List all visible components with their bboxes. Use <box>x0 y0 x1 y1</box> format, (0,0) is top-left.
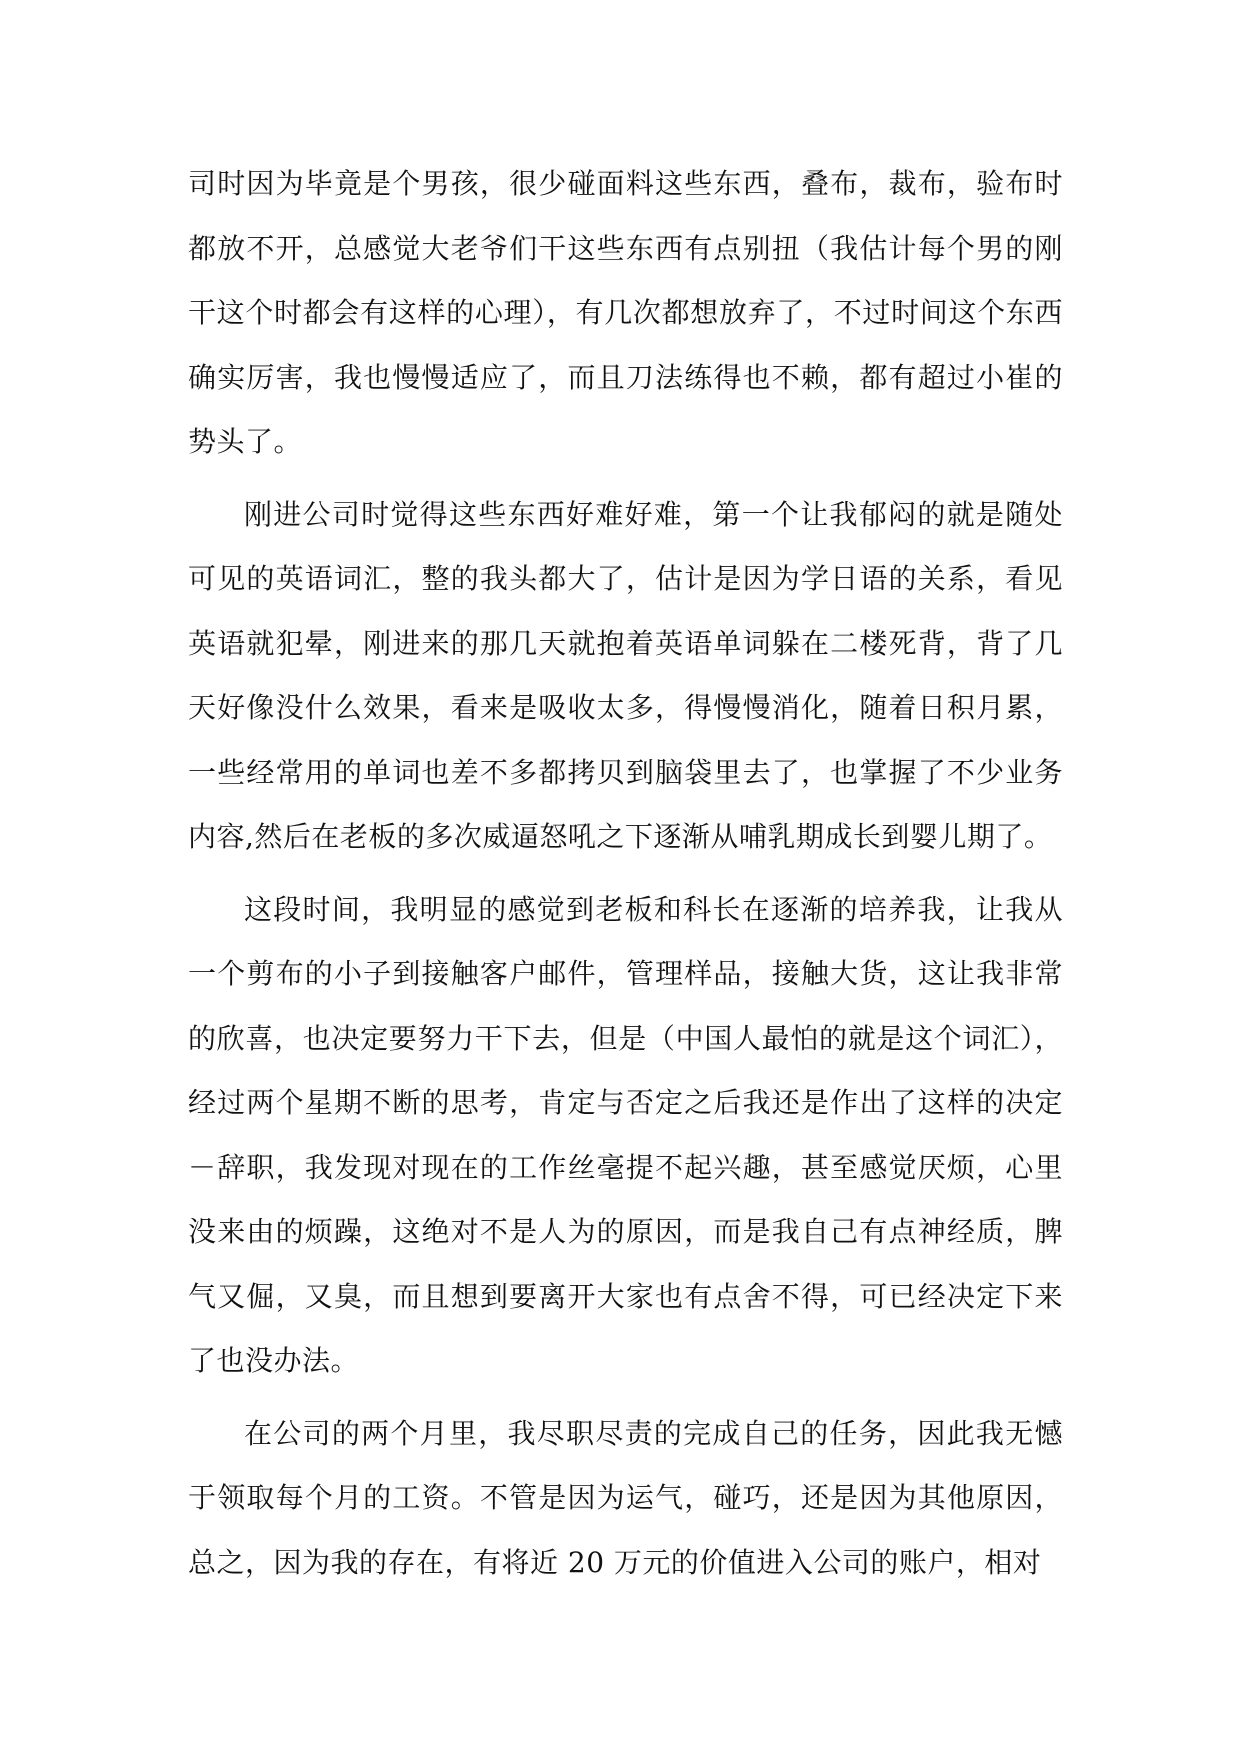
document-body <box>188 152 1063 1603</box>
paragraph-continuation: 司时因为毕竟是个男孩，很少碰面料这些东西，叠布，裁布，验布时都放不开，总感觉大老爷们干这些东西有点别扭（我估计每个男的刚干这个时都会有这样的心理），有几次都想放弃了，不过时间这个东西确实厉害，我也慢慢适应了，而且刀法练得也不赖，都有超过小崔的势头了。 <box>188 167 1063 458</box>
paragraph: 这段时间，我明显的感觉到老板和科长在逐渐的培养我，让我从一个剪布的小子到接触客户邮件，管理样品，接触大货，这让我非常的欣喜，也决定要努力干下去，但是（中国人最怕的就是这个词汇），经过两个星期不断的思考，肯定与否定之后我还是作出了这样的决定－辞职，我发现对现在的工作丝毫提不起兴趣，甚至感觉厌烦，心里没来由的烦躁，这绝对不是人为的原因，而是我自己有点神经质，脾气又倔，又臭，而且想到要离开大家也有点舍不得，可已经决定下来了也没办法。 <box>188 892 1063 1377</box>
paragraph: 在公司的两个月里，我尽职尽责的完成自己的任务，因此我无憾于领取每个月的工资。不管是因为运气，碰巧，还是因为其他原因，总之，因为我的存在，有将近 20 万元的价值进入公司的账户，相对 <box>188 1416 1063 1579</box>
paragraph: 刚进公司时觉得这些东西好难好难，第一个让我郁闷的就是随处可见的英语词汇，整的我头都大了，估计是因为学日语的关系，看见英语就犯晕，刚进来的那几天就抱着英语单词躲在二楼死背，背了几天好像没什么效果，看来是吸收太多，得慢慢消化，随着日积月累，一些经常用的单词也差不多都拷贝到脑袋里去了，也掌握了不少业务内容,然后在老板的多次威逼怒吼之下逐渐从哺乳期成长到婴儿期了。 <box>188 497 1063 853</box>
